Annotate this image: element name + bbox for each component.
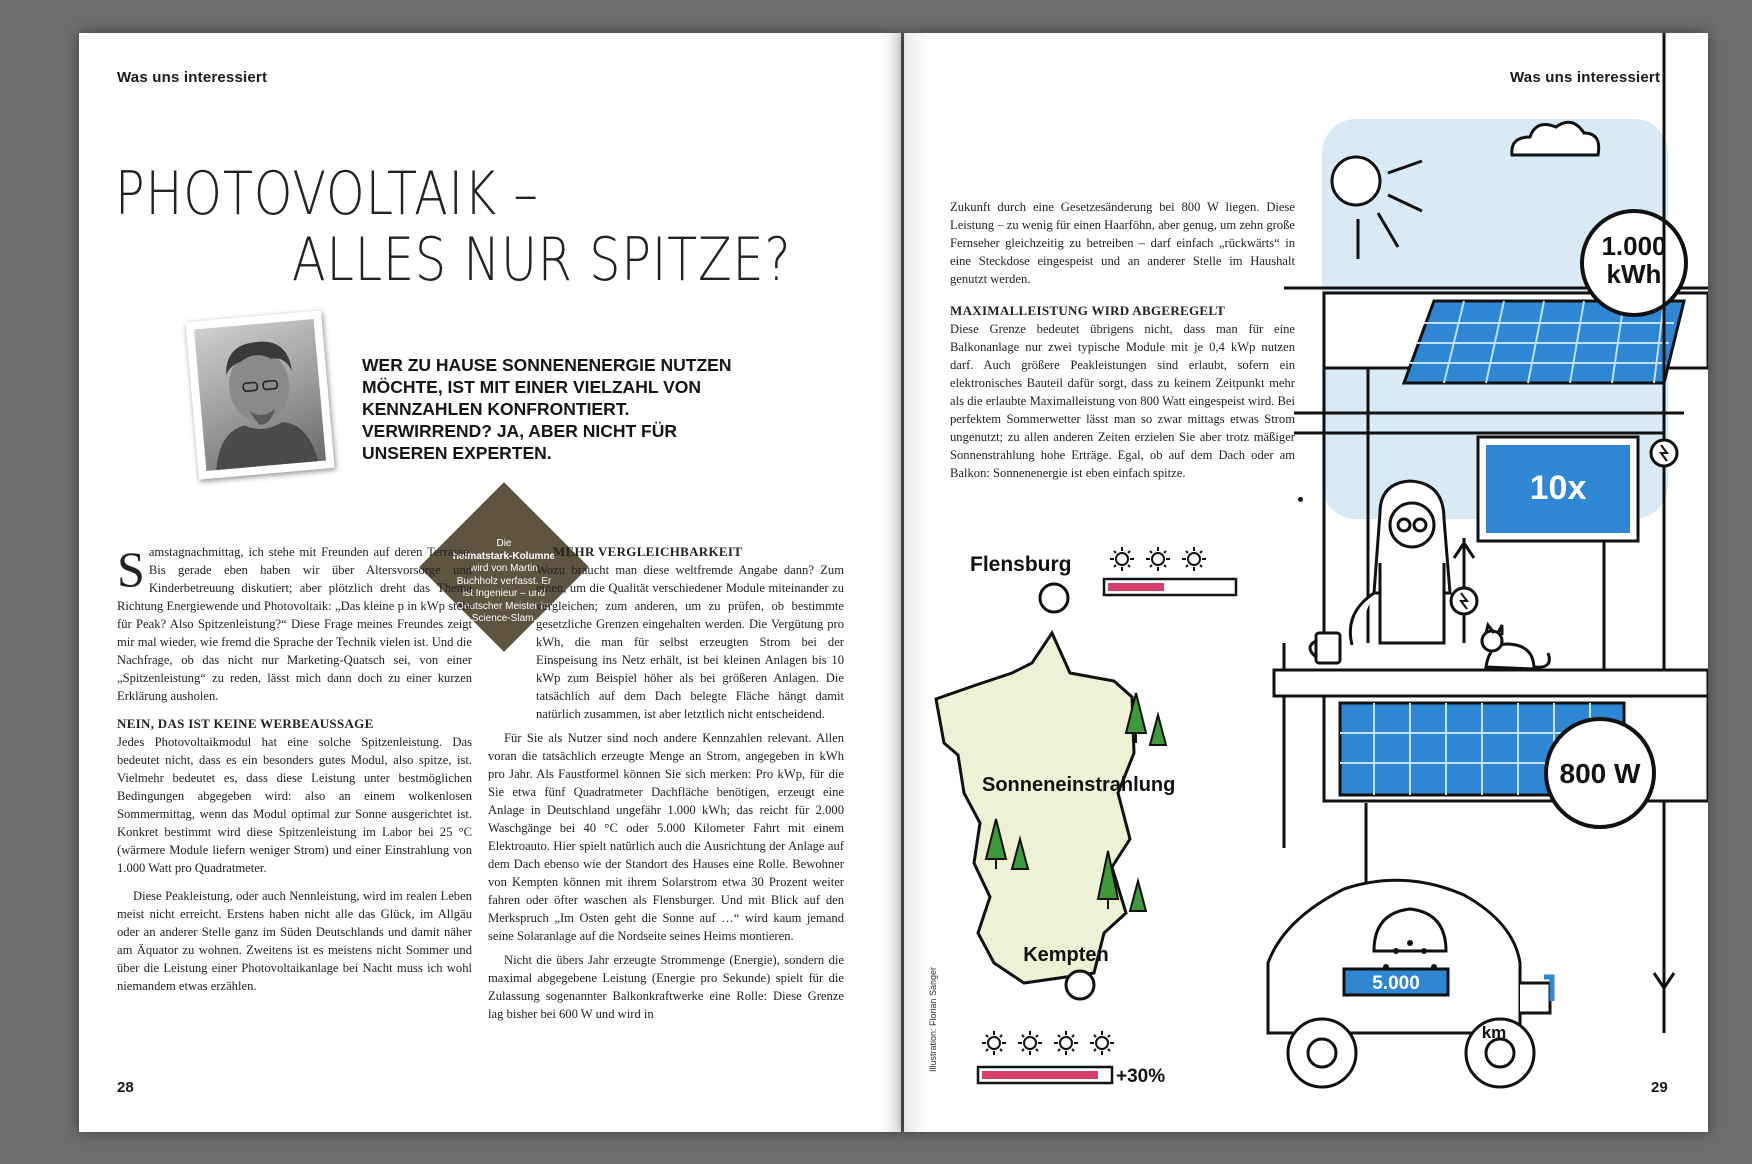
solar-illustration — [904, 33, 1708, 1132]
sun-rating-north — [1110, 547, 1206, 571]
energy-icon-1 — [1651, 440, 1677, 466]
balcony-railing — [1274, 670, 1708, 696]
km-label: km — [1481, 1023, 1507, 1042]
label-kempten: Kempten — [1023, 944, 1109, 966]
kempten-bar-fill — [982, 1071, 1098, 1079]
col1-paragraph-1: amstagnachmittag, ich stehe mit Freunden auf deren Terrasse. Bis gerade eben haben wir über Altersvorsorge und Kinderbetreuung diskutiert; aber plötzlich dreht das Thema Richtung Energiewende und Photovoltaik: „Das kleine p in kWp steht für Peak? Also Spitzenleistung?“ Diese Frage meines Freundes zeigt mir mal wieder, wie fremd die Sprache der Technik vielen ist. Und die Nachfrage, ob das nicht nur Marketing-Quatsch sei, von einer „Spitzenleistung“ zu reden, lässt mich dann doch zu einer kurzen Erklärung ausholen. — [117, 545, 472, 703]
kwh-unit: kWh — [1606, 259, 1662, 289]
col1-paragraph-2: Jedes Photovoltaikmodul hat eine solche Spitzenleistung. Das bedeutet nicht, dass es ein besonders gutes Modul, also spitze, ist. Vielmehr bedeutet es, dass diese Leistung unter bestmöglichen Bedingungen abgegeben wird: also an einem wolkenlosen Sommermittag, wenn das Modul optimal zur Sonne ausgerichtet ist. Konkret bestimmt wird diese Spitzenleistung im Labor bei 25 °C (wärmere Module liefern weniger Strom) und einer Einstrahlung von 1.000 Watt pro Quadratmeter. — [117, 735, 472, 875]
watt-label: 800 W — [1559, 758, 1641, 789]
col2-heading: MEHR VERGLEICHBARKEIT — [553, 544, 743, 559]
col3-paragraph-2: Diese Grenze bedeutet übrigens nicht, dass man für eine Balkonanlage nur zwei typische Module mit je 0,4 kWp nutzen darf. Auch größere Peakleistungen sind erlaubt, sofern ein elektronisches Bauteil dafür sorgt, dass zu keinem Zeitpunkt mehr als die erlaubte Maximalleistung von 800 Watt eingespeist wird. Bei perfektem Sommerwetter lässt man so zwar mittags etwas Strom ungenutzt; zu allen anderen Zeiten erzielen Sie aber trotz mäßiger Sonnenstrahlung hohe Erträge. Egal, ob auf dem Dach oder am Balkon: Sonnenenergie ist eben einfach spitze. — [950, 322, 1295, 480]
dropcap: S — [117, 541, 145, 597]
page-number-right: 29 — [1651, 1079, 1668, 1096]
running-head-left: Was uns interessiert — [117, 69, 268, 86]
author-photo — [185, 310, 334, 479]
kwh-value: 1.000 — [1601, 231, 1667, 261]
col2-paragraph-3: Nicht die übers Jahr erzeugte Strommenge (Energie), sondern die maximal abgegebene Leistung (Energie pro Sekunde) spielt für die Zulassung sogenannter Balkonkraftwerke eine Rolle: Diese Grenze lag bisher bei 600 W und wird in — [488, 953, 844, 1021]
author-portrait — [194, 319, 326, 471]
germany-map — [936, 633, 1134, 983]
cat-icon — [1482, 625, 1549, 669]
info-box-post: wird von Martin Buchholz verfasst. Er ist Ingenieur – und Deutscher Meister im Science-Slam. — [456, 563, 552, 624]
tv-label: 10x — [1529, 469, 1587, 507]
column-1 — [117, 543, 472, 995]
sun-rating-south — [982, 1031, 1114, 1055]
label-flensburg: Flensburg — [970, 553, 1072, 576]
kempten-marker — [1066, 971, 1094, 999]
mug-icon — [1310, 633, 1340, 663]
col1-heading: NEIN, DAS IST KEINE WERBEAUSSAGE — [117, 716, 374, 731]
col2-paragraph-2: Für Sie als Nutzer sind noch andere Kennzahlen relevant. Allen voran die tatsächlich erzeugte Menge an Strom, angegeben in kWh pro Jahr. Als Faustformel können Sie sich merken: Pro kWp, für die Sie etwa fünf Quadratmeter Dachfläche benötigen, erzeugt eine Anlage in Deutschland ungefähr 1.000 kWh; das reicht für 2.000 Waschgänge bei 40 °C oder 5.000 Kilometer Fahrt mit einem Elektroauto. Hier spielt natürlich auch die Ausrichtung der Anlage auf dem Dach ebenso wie der Standort des Hauses eine Rolle. Bewohner von Kempten können mit ihrem Solarstrom etwa 30 Prozent weiter fahren oder öfter waschen als Flensburger. Und mit Blick auf den Merkspruch „Im Osten geht die Sonne auf …“ wird kaum jemand seine Solaranlage auf die Nordseite seines Heims montieren. — [488, 731, 844, 943]
odometer-value: 5.000 — [1372, 973, 1420, 994]
info-box-pre: Die — [496, 538, 512, 549]
info-box-bold: heimatstark-Kolumne — [452, 550, 556, 562]
col1-paragraph-3: Diese Peakleistung, oder auch Nennleistung, wird im realen Leben meist nicht erreicht. Erstens haben nicht alle das Glück, im Allgäu oder an anderer Stelle ganz im Süden Deutschlands und damit näher am Äquator zu wohnen. Zweitens ist es meistens nicht Sommer und über die Leistung einer Photovoltaikanlage bei Nacht muss ich wohl niemandem etwas erzählen. — [117, 889, 472, 993]
running-head-right: Was uns interessiert — [1510, 69, 1661, 86]
flensburg-marker — [1040, 584, 1068, 612]
title-line-1: PHOTOVOLTAIK – — [115, 159, 539, 229]
column-2 — [488, 543, 844, 1023]
arrow-down-icon — [1654, 943, 1674, 988]
percent-label: +30% — [1116, 1066, 1166, 1087]
flensburg-bar-fill — [1108, 583, 1164, 591]
title-line-2: ALLES NUR SPITZE? — [292, 225, 792, 295]
energy-icon-2 — [1451, 588, 1477, 614]
page-number-left: 28 — [117, 1079, 134, 1096]
arrow-up-icon — [1454, 543, 1474, 578]
col3-paragraph-1: Zukunft durch eine Gesetzesänderung bei 800 W liegen. Diese Leistung – zu wenig für einen Haarföhn, aber genug, um zehn große Fernseher gleichzeitig zu betreiben – darf einfach „rückwärts“ in eine Steckdose eingespeist und an anderer Stelle im Haushalt genutzt werden. — [950, 200, 1295, 286]
label-sonneneinstrahlung: Sonneneinstrahlung — [982, 774, 1176, 796]
lead-text: WER ZU HAUSE SONNENENERGIE NUTZEN MÖCHTE, IST MIT EINER VIELZAHL VON KENNZAHLEN KONFRONTIERT. VERWIRREND? JA, ABER NICHT FÜR UNSEREN EXPERTEN. — [362, 355, 732, 463]
col3-heading: MAXIMALLEISTUNG WIRD ABGEREGELT — [950, 303, 1226, 318]
col2-paragraph-1: Wozu braucht man diese weltfremde Angabe dann? Zum einen, um die Qualität verschiedener Module miteinander zu vergleichen; zum anderen, um zu prüfen, ob bestimmte gesetzliche Grenzen eingehalten werden. Die Vergütung pro kWh, die man für selbst erzeugten Strom bei der Einspeisung ins Netz erhält, ist bei kleinen Anlagen bis 10 kWp zum Beispiel höher als bei größeren Anlagen. Die tatsächlich auf dem Dach belegte Fläche hängt damit natürlich zusammen, ist aber letztlich nicht entscheidend. — [536, 563, 844, 721]
illustration-credit: Illustration: Florian Sänger — [928, 966, 938, 1072]
